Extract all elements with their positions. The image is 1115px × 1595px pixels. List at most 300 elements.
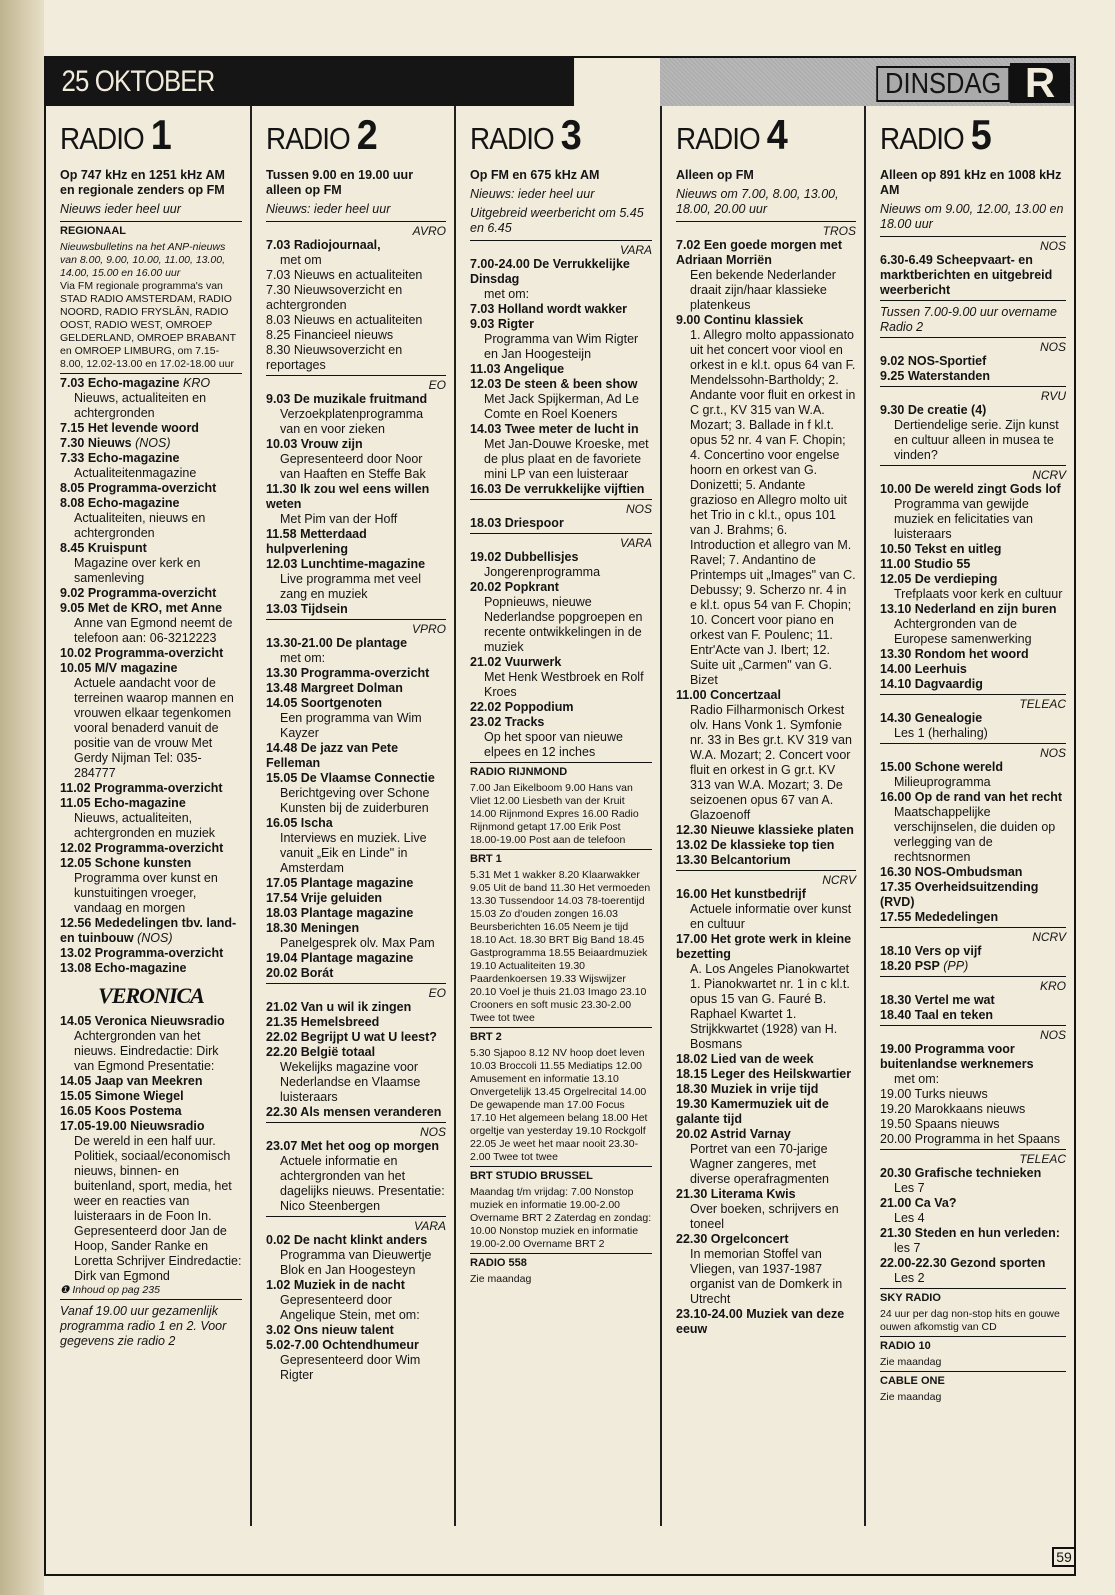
frequency-info: [470, 168, 652, 183]
programme-entry: [266, 238, 446, 268]
programme-title: Programma voor buitenlandse werknemers: [880, 1042, 1034, 1071]
radio-listings-page: [44, 56, 1076, 1576]
programme-time: 18.15: [676, 1067, 711, 1081]
programme-title: Schone wereld: [914, 760, 1003, 774]
programme-description: Panelgesprek olv. Max Pam: [280, 936, 435, 950]
programme-title: Mededelingen: [914, 910, 999, 924]
programme-time: 7.30: [60, 436, 88, 450]
frequency-text: Op FM en 675 kHz AM: [470, 168, 600, 182]
programme-entry: [880, 542, 1066, 557]
programme-time: 17.00: [676, 932, 711, 946]
programme-description: Een programma van Wim Kayzer: [280, 711, 422, 740]
programme-time: 12.05: [60, 856, 95, 870]
divider: [470, 240, 652, 241]
programme-title: Ischa: [300, 816, 333, 830]
programme-time: 19.00: [880, 1087, 915, 1101]
programme-title: Hemelsbreed: [300, 1015, 380, 1029]
programme-entry: [266, 951, 446, 966]
station-schedule: Maandag t/m vrijdag: 7.00 Nonstop muziek en informatie 19.00-2.00 Overname BRT 2 Zaterdag en zondag: 10.00 Nonstop muziek en informatie 19.00-2.00 Overname BRT 2: [470, 1186, 652, 1250]
programme-title: Nieuwsradio: [130, 1119, 205, 1133]
programme-entry: [266, 437, 446, 482]
day-banner: [660, 58, 1074, 106]
programme-title: Vrouw zijn: [300, 437, 363, 451]
programme-entry: [880, 354, 1066, 369]
programme-time: 20.02: [676, 1127, 711, 1141]
programme-title: Schone kunsten: [94, 856, 192, 870]
programme-title: De steen & been show: [504, 377, 638, 391]
programme-description: Een bekende Nederlander draait zijn/haar klassieke platenkeus: [690, 268, 836, 312]
news-schedule: Nieuws om 9.00, 12.00, 13.00 en 18.00 uur: [880, 202, 1064, 231]
programme-time: 11.58: [266, 527, 301, 541]
programme-time: 23.07: [266, 1139, 301, 1153]
programme-entry: [60, 496, 242, 541]
programme-time: 15.00: [880, 760, 915, 774]
programme-description: Nieuws, actualiteiten en achtergronden: [74, 391, 207, 420]
programme-entry: [470, 317, 652, 362]
programme-title: Plantage magazine: [300, 876, 414, 890]
programme-time: 14.30: [880, 711, 915, 725]
station-schedule: Zie maandag: [880, 1391, 942, 1403]
broadcaster-tag: NOS: [625, 502, 652, 516]
programme-time: 11.00: [676, 688, 711, 702]
programme-title: Lied van de week: [710, 1052, 814, 1066]
programme-entry: [470, 516, 652, 531]
programme-time: 15.05: [60, 1089, 95, 1103]
radio-number: 5: [970, 111, 991, 158]
programme-entry: [266, 1000, 446, 1015]
programme-time: 9.05: [60, 601, 88, 615]
programme-time: 14.10: [880, 677, 915, 691]
station-schedule: 7.00 Jan Eikelboom 9.00 Hans van Vliet 12.00 Liesbeth van der Kruit 14.00 Rijnmond Expres 16.00 Radio Rijnmond getapt 17.00 Erik Post 18.00-19.00 Post aan de telefoon: [470, 782, 639, 846]
programme-description: Les 7: [894, 1181, 925, 1195]
programme-description: Interviews en muziek. Live vanuit „Eik en Linde" in Amsterdam: [280, 831, 427, 875]
programme-entry: [266, 343, 446, 373]
programme-title: Op de rand van het recht: [914, 790, 1063, 804]
programme-title: NOS-Sportief: [907, 354, 987, 368]
programme-entry: [880, 1117, 1066, 1132]
programme-time: 1.02: [266, 1278, 294, 1292]
programme-title: Programma-overzicht: [94, 946, 224, 960]
programme-entry: [880, 1196, 1066, 1226]
programme-title: Veronica Nieuwsradio: [94, 1014, 225, 1028]
programme-time: 12.02: [60, 841, 95, 855]
programme-title: De nacht klinkt anders: [293, 1233, 428, 1247]
programme-time: 14.00: [880, 662, 915, 676]
radio-number: 3: [560, 111, 581, 158]
programme-entry: [880, 602, 1066, 647]
programme-entry: [470, 550, 652, 580]
programme-time: 20.02: [266, 966, 301, 980]
programme-title: Programma-overzicht: [94, 646, 224, 660]
programme-time: 13.30: [266, 666, 301, 680]
programme-entry: [266, 681, 446, 696]
programme-title: De jazz van Pete Felleman: [266, 741, 399, 770]
frequency-info: [880, 168, 1066, 198]
programme-entry: [266, 268, 446, 283]
programme-description: A. Los Angeles Pianokwartet 1. Pianokwartet nr. 1 in c kl.t. opus 15 van G. Fauré B. Raphael Kwartet 1. Strijkkwartet (1928) van H. Bosmans: [690, 962, 850, 1051]
page-banner: [46, 58, 1074, 106]
divider: [880, 927, 1066, 928]
programme-time: 10.05: [60, 661, 95, 675]
programme-time: 14.03: [470, 422, 505, 436]
programme-title: Vers op vijf: [914, 944, 982, 958]
radio-column-3: [456, 106, 662, 1526]
programme-entry: [60, 436, 242, 451]
programme-title: Het kunstbedrijf: [710, 887, 806, 901]
programme-time: 22.30: [266, 1105, 301, 1119]
programme-entry: [470, 362, 652, 377]
programme-title: Continu klassiek: [703, 313, 804, 327]
programme-entry: [60, 481, 242, 496]
divider: [880, 386, 1066, 387]
programme-extra: (PP): [943, 959, 969, 973]
programme-entry: [266, 741, 446, 771]
programme-entry: [60, 856, 242, 916]
programme-time: 7.15: [60, 421, 88, 435]
frequency-info: [880, 202, 1066, 232]
date-heading: 25 OKTOBER: [46, 58, 574, 106]
broadcaster-tag: KRO: [182, 376, 211, 390]
programme-time: 13.30-21.00: [266, 636, 337, 650]
programme-description: Milieuprogramma: [894, 775, 991, 789]
divider: [676, 221, 856, 222]
programme-description: Programma van Dieuwertje Blok en Jan Hoogesteyn: [280, 1248, 432, 1277]
programme-entry: [60, 781, 242, 796]
programme-time: 9.02: [60, 586, 88, 600]
programme-time: 16.03: [470, 482, 505, 496]
programme-entry: [60, 946, 242, 961]
radio-number: 1: [150, 111, 171, 158]
programme-entry: [266, 1278, 446, 1323]
programme-title: Het levende woord: [87, 421, 199, 435]
station-schedule: Zie maandag: [880, 1356, 942, 1368]
divider: [880, 300, 1066, 301]
programme-entry: [266, 1045, 446, 1105]
programme-title: De creatie (4): [907, 403, 987, 417]
radio-column-2: [252, 106, 456, 1526]
programme-entry: [880, 572, 1066, 602]
programme-time: 19.20: [880, 1102, 915, 1116]
programme-title: Met het oog op morgen: [300, 1139, 439, 1153]
programme-time: 20.02: [470, 580, 505, 594]
programme-time: 12.05: [880, 572, 915, 586]
programme-entry: [880, 253, 1066, 298]
frequency-text: Alleen op 891 kHz en 1008 kHz AM: [880, 168, 1062, 197]
programme-time: 21.30: [880, 1226, 915, 1240]
programme-description: Portret van een 70-jarige Wagner zangeres, met diverse operafragmenten: [690, 1142, 829, 1186]
news-schedule: Nieuws om 7.00, 8.00, 13.00, 18.00, 20.00 uur: [676, 187, 839, 216]
programme-description: les 7: [894, 1241, 921, 1255]
programme-title: Nieuwsoverzicht en achtergronden: [266, 283, 403, 312]
programme-description: Dertiendelige serie. Zijn kunst en cultuur alleen in musea te vinden?: [894, 418, 1059, 462]
programme-title: Dubbellisjes: [504, 550, 579, 564]
programme-title: Nieuwe klassieke platen: [710, 823, 854, 837]
programme-time: 21.02: [266, 1000, 301, 1014]
programme-title: Marokkaans nieuws: [914, 1102, 1026, 1116]
programme-description: Met Jack Spijkerman, Ad Le Comte en Roel Koeners: [484, 392, 639, 421]
programme-description: Live programma met veel zang en muziek: [280, 572, 422, 601]
divider: [880, 1371, 1066, 1372]
programme-entry: [470, 302, 652, 317]
programme-title: Echo-magazine: [94, 796, 186, 810]
programme-entry: [880, 647, 1066, 662]
programme-title: Scheepvaart- en marktberichten en uitgebreid weerbericht: [880, 253, 1053, 297]
programme-title: Het grote werk in kleine bezetting: [676, 932, 852, 961]
programme-description: Verzoekplatenprogramma van en voor zieken: [280, 407, 424, 436]
programme-description: Met Jan-Douwe Kroeske, met de plus plaat en de favoriete mini LP van een luisteraar: [484, 437, 649, 481]
programme-time: 9.02: [880, 354, 908, 368]
programme-title: Leger des Heilskwartier: [710, 1067, 852, 1081]
programme-entry: [266, 921, 446, 951]
programme-time: 8.05: [60, 481, 88, 495]
regional-bulletins: Nieuwsbulletins na het ANP-nieuws van 8.00, 9.00, 10.00, 11.00, 13.00, 14.00, 15.00 en 16.00 uur: [60, 241, 226, 279]
programme-description: Op het spoor van nieuwe elpees en 12 inches: [484, 730, 623, 759]
programme-entry: [60, 1074, 242, 1089]
programme-time: 17.55: [880, 910, 915, 924]
divider: [470, 533, 652, 534]
programme-title: Borát: [300, 966, 334, 980]
programme-description: Actuele aandacht voor de terreinen waarop mannen en vrouwen elkaar tegenkomen vooral benaderd vanuit de positie van de vrouw Met Gerdy Nijman Tel: 035-284777: [74, 676, 234, 780]
programme-title: Studio 55: [914, 557, 971, 571]
programme-description: Met Pim van der Hoff: [280, 512, 398, 526]
programme-entry: [60, 586, 242, 601]
programme-title: Turks nieuws: [914, 1087, 988, 1101]
programme-time: 23.02: [470, 715, 505, 729]
broadcaster-tag: TELEAC: [1019, 1152, 1066, 1166]
radio-title: RADIO 3: [470, 111, 581, 158]
programme-title: Van u wil ik zingen: [300, 1000, 412, 1014]
programme-title: Poppodium: [504, 700, 574, 714]
programme-title: Tekst en uitleg: [914, 542, 1002, 556]
programme-title: Echo-magazine: [87, 451, 180, 465]
programme-time: 7.00-24.00: [470, 257, 534, 271]
programme-entry: [676, 1067, 856, 1082]
programme-description: Programma van Wim Rigter en Jan Hoogesteijn: [484, 332, 639, 361]
programme-description: Magazine over kerk en samenleving: [74, 556, 201, 585]
programme-time: 21.02: [470, 655, 505, 669]
programme-title: Orgelconcert: [710, 1232, 789, 1246]
programme-time: 17.05: [266, 876, 301, 890]
programme-entry: [266, 891, 446, 906]
programme-title: Programma in het Spaans: [914, 1132, 1060, 1146]
programme-title: Programma-overzicht: [94, 781, 223, 795]
programme-entry: [676, 1127, 856, 1187]
radio-column-5: [866, 106, 1074, 1526]
programme-time: 16.00: [676, 887, 711, 901]
programme-time: 18.30: [880, 993, 915, 1007]
programme-title: Programma-overzicht: [87, 586, 217, 600]
programme-entry: [60, 916, 242, 946]
programme-entry: [676, 1097, 856, 1127]
divider: [266, 1122, 446, 1123]
programme-time: 11.00: [880, 557, 915, 571]
programme-entry: [676, 1232, 856, 1307]
programme-time: 21.00: [880, 1196, 915, 1210]
programme-time: 16.30: [880, 865, 915, 879]
broadcaster-tag: NOS: [1039, 340, 1066, 354]
programme-title: De verrukkelijke vijftien: [504, 482, 645, 496]
programme-title: De wereld zingt Gods lof: [914, 482, 1061, 496]
programme-entry: [880, 1087, 1066, 1102]
divider: [676, 870, 856, 871]
programme-entry: [470, 580, 652, 655]
programme-entry: [676, 853, 856, 868]
regional-heading: REGIONAAL: [60, 225, 126, 237]
divider: [470, 762, 652, 763]
programme-time: 22.30: [676, 1232, 711, 1246]
divider: [60, 1299, 242, 1300]
programme-entry: [266, 636, 446, 666]
programme-entry: [880, 677, 1066, 692]
programme-entry: [266, 1030, 446, 1045]
programme-entry: [880, 760, 1066, 790]
programme-time: 20.00: [880, 1132, 915, 1146]
programme-description: Achtergronden van het nieuws. Eindredactie: Dirk van Egmond Presentatie:: [74, 1029, 219, 1073]
programme-entry: [880, 403, 1066, 463]
programme-time: 21.30: [676, 1187, 711, 1201]
divider: [880, 976, 1066, 977]
programme-entry: [880, 711, 1066, 741]
programme-entry: [60, 421, 242, 436]
programme-description: Met Henk Westbroek en Rolf Kroes: [484, 670, 644, 699]
programme-description: Actuele informatie en achtergronden van het dagelijks nieuws. Presentatie: Nico Steenbergen: [280, 1154, 445, 1213]
station-schedule: 24 uur per dag non-stop hits en gouwe ouwen afkomstig van CD: [880, 1308, 1060, 1333]
overname-note: Tussen 7.00-9.00 uur overname Radio 2: [880, 305, 1057, 334]
programme-title: Literama Kwis: [710, 1187, 796, 1201]
programme-title: Ons nieuw talent: [293, 1323, 394, 1337]
programme-time: 18.03: [266, 906, 301, 920]
frequency-text: Op 747 kHz en 1251 kHz AM en regionale zenders op FM: [60, 168, 225, 197]
programme-title: Belcantorium: [710, 853, 791, 867]
programme-description: Gepresenteerd door Wim Rigter: [280, 1353, 421, 1382]
programme-title: Overheidsuitzending (RVD): [880, 880, 1039, 909]
programme-entry: [60, 661, 242, 781]
divider: [470, 499, 652, 500]
programme-entry: [880, 482, 1066, 542]
programme-title: Plantage magazine: [300, 951, 414, 965]
divider: [880, 1149, 1066, 1150]
broadcaster-tag: NCRV: [822, 873, 856, 887]
station-name: BRT STUDIO BRUSSEL: [470, 1170, 593, 1182]
programme-entry: [60, 1089, 242, 1104]
frequency-text: Alleen op FM: [676, 168, 754, 182]
programme-time: 18.03: [470, 516, 505, 530]
programme-title: Nieuws en actualiteiten: [293, 313, 423, 327]
programme-time: 14.05: [266, 696, 301, 710]
broadcaster-tag: VARA: [619, 536, 652, 550]
programme-title: Concertzaal: [710, 688, 781, 702]
divider: [266, 983, 446, 984]
station-name: RADIO RIJNMOND: [470, 766, 568, 778]
programme-time: 20.30: [880, 1166, 915, 1180]
programme-description: Gepresenteerd door Noor van Haaften en Steffe Bak: [280, 452, 426, 481]
radio-title: RADIO 5: [880, 111, 991, 158]
programme-entry: [880, 1166, 1066, 1196]
programme-time: 14.05: [60, 1014, 95, 1028]
broadcaster-tag: AVRO: [412, 224, 446, 238]
programme-description: Les 2: [894, 1271, 925, 1285]
programme-time: 6.30-6.49: [880, 253, 937, 267]
programme-time: 23.10-24.00: [676, 1307, 747, 1321]
programme-title: De Verrukkelijke Dinsdag: [470, 257, 630, 286]
programme-entry: [880, 944, 1066, 959]
programme-description: Les 4: [894, 1211, 925, 1225]
programme-title: PSP: [914, 959, 940, 973]
programme-time: 10.00: [880, 482, 915, 496]
programme-title: Begrijpt U wat U leest?: [300, 1030, 437, 1044]
programme-time: 18.30: [676, 1082, 711, 1096]
broadcaster-tag: TROS: [822, 224, 856, 238]
programme-time: 13.02: [676, 838, 711, 852]
programme-entry: [880, 880, 1066, 910]
programme-description: met om: [280, 253, 322, 267]
programme-description: De wereld in een half uur. Politiek, sociaal/economisch nieuws, binnen- en buitenland, sport, media, het weer en reacties van luisteraars in de Foon In. Gepresenteerd door Jan de Hoop, Sander Ranke en Loretta Schrijver Eindredactie: Dirk van Egmond: [74, 1134, 242, 1283]
programme-title: De muzikale fruitmand: [293, 392, 428, 406]
programme-title: Als mensen veranderen: [300, 1105, 442, 1119]
programme-time: 22.02: [470, 700, 505, 714]
programme-entry: [266, 557, 446, 602]
programme-title: Ca Va?: [914, 1196, 957, 1210]
station-name: CABLE ONE: [880, 1375, 945, 1387]
programme-title: Nederland en zijn buren: [914, 602, 1057, 616]
divider: [60, 221, 242, 222]
programme-title: Driespoor: [504, 516, 564, 530]
programme-time: 8.08: [60, 496, 88, 510]
programme-entry: [676, 823, 856, 838]
programme-title: Genealogie: [914, 711, 983, 725]
programme-entry: [266, 1323, 446, 1338]
programme-title: Simone Wiegel: [94, 1089, 184, 1103]
programme-title: Tijdsein: [300, 602, 348, 616]
programme-time: 11.02: [60, 781, 95, 795]
programme-time: 12.30: [676, 823, 711, 837]
programme-description: Actuele informatie over kunst en cultuur: [690, 902, 852, 931]
programme-entry: [266, 1338, 446, 1383]
programme-title: Nieuws: [87, 436, 132, 450]
programme-entry: [266, 696, 446, 741]
programme-title: Lunchtime-magazine: [300, 557, 426, 571]
programme-description: Berichtgeving over Schone Kunsten bij de zuiderburen: [280, 786, 430, 815]
programme-time: 13.03: [266, 602, 301, 616]
programme-title: Soortgenoten: [300, 696, 383, 710]
programme-title: Nieuwsoverzicht en reportages: [266, 343, 403, 372]
programme-time: 22.02: [266, 1030, 301, 1044]
programme-title: Angelique: [503, 362, 565, 376]
programme-description: Nieuws, actualiteiten, achtergronden en muziek: [74, 811, 216, 840]
programme-entry: [676, 313, 856, 688]
footer-text: Vanaf 19.00 uur gezamenlijk programma radio 1 en 2. Voor gegevens zie radio 2: [60, 1304, 227, 1348]
programme-entry: [880, 1256, 1066, 1286]
programme-title: België totaal: [300, 1045, 376, 1059]
programme-title: Echo-magazine: [87, 376, 180, 390]
footer-note: ❶ Inhoud op pag 235: [60, 1284, 160, 1296]
divider: [470, 1253, 652, 1254]
programme-entry: [266, 527, 446, 557]
programme-time: 7.30: [266, 283, 294, 297]
programme-title: Plantage magazine: [300, 906, 414, 920]
programme-title: Ochtendhumeur: [322, 1338, 419, 1352]
programme-time: 13.30: [880, 647, 915, 661]
programme-time: 14.48: [266, 741, 301, 755]
programme-entry: [470, 715, 652, 760]
programme-time: 13.30: [676, 853, 711, 867]
station-schedule: 5.31 Met 1 wakker 8.20 Klaarwakker 9.05 Uit de band 11.30 Het vermoeden 13.30 Tussendoor 14.03 78-toerentijd 15.03 Zo d'ouden zongen 16.03 Beursberichten 16.05 Neem je tijd 18.10 Act. 18.30 BRT Big Band 18.45 Gastprogramma 18.55 Beiaardmuziek 19.10 Actualiteiten 19.30 Paardenkoersen 19.33 Wijswijzer 20.10 Voel je thuis 21.03 Imago 23.10 Crooners en soft music 23.30-2.00 Twee tot twee: [470, 869, 651, 1024]
divider: [60, 373, 242, 374]
broadcaster-tag: VARA: [619, 243, 652, 257]
programme-entry: [880, 369, 1066, 384]
programme-time: 18.20: [880, 959, 915, 973]
programme-entry: [470, 655, 652, 700]
